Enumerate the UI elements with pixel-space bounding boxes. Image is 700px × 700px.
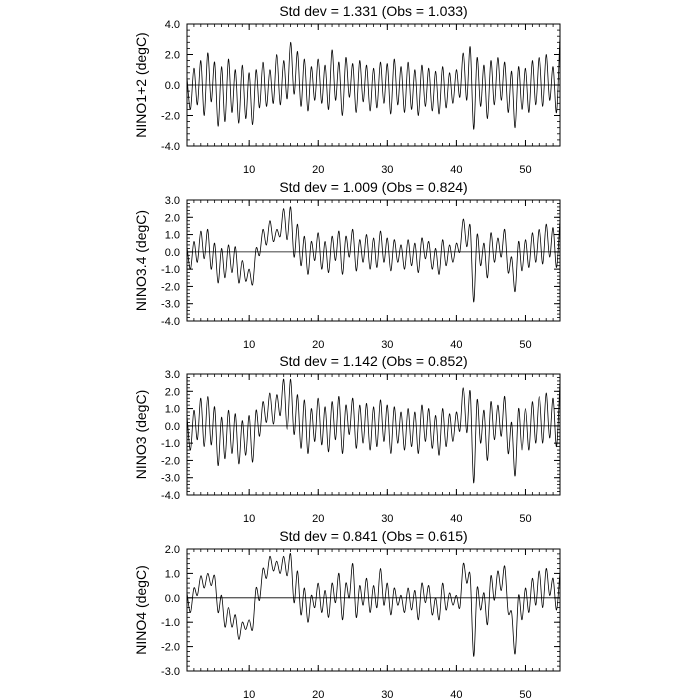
- y-tick-label: -2.0: [161, 641, 180, 654]
- series-line: [187, 379, 560, 483]
- series-line: [187, 553, 560, 656]
- y-axis-label: NINO1+2 (degC): [133, 32, 149, 138]
- y-tick-label: -4.0: [161, 490, 180, 502]
- chart-title: Std dev = 1.331 (Obs = 1.033): [279, 3, 468, 19]
- nino12-panel: [133, 3, 560, 176]
- x-tick-label: 10: [243, 689, 256, 700]
- y-axis-label: NINO3.4 (degC): [133, 209, 149, 312]
- nino3-panel: [133, 353, 560, 525]
- x-tick-label: 40: [450, 689, 463, 700]
- plot-frame: [187, 374, 560, 495]
- x-tick-label: 10: [243, 513, 256, 525]
- x-tick-label: 20: [312, 689, 325, 700]
- y-tick-label: -4.0: [161, 316, 180, 328]
- series-line: [187, 35, 560, 130]
- y-tick-label: -2.0: [161, 281, 180, 294]
- series-line: [187, 207, 560, 302]
- x-tick-label: 20: [312, 513, 325, 525]
- y-tick-label: -1.0: [161, 264, 180, 277]
- chart-title: Std dev = 1.142 (Obs = 0.852): [279, 353, 468, 369]
- chart-title: Std dev = 0.841 (Obs = 0.615): [279, 528, 468, 544]
- x-tick-label: 40: [450, 339, 463, 351]
- x-tick-label: 30: [381, 689, 394, 700]
- y-tick-label: -4.0: [161, 141, 180, 153]
- x-tick-label: 50: [519, 689, 532, 700]
- y-tick-label: 0.0: [164, 592, 180, 605]
- x-tick-label: 30: [381, 164, 394, 176]
- y-tick-label: -3.0: [161, 666, 180, 678]
- y-tick-label: 1.0: [164, 568, 180, 581]
- y-tick-label: 0.0: [164, 246, 180, 259]
- y-tick-label: 2.0: [164, 212, 180, 225]
- y-tick-label: -3.0: [161, 472, 180, 485]
- plot-frame: [187, 200, 560, 321]
- y-tick-label: 3.0: [164, 195, 180, 207]
- x-tick-label: 50: [519, 339, 532, 351]
- y-tick-label: 0.0: [164, 420, 180, 433]
- y-tick-label: 1.0: [164, 229, 180, 242]
- y-tick-label: 1.0: [164, 403, 180, 416]
- y-axis-label: NINO4 (degC): [133, 565, 149, 655]
- x-tick-label: 30: [381, 513, 394, 525]
- x-tick-label: 40: [450, 513, 463, 525]
- x-tick-label: 20: [312, 164, 325, 176]
- y-axis-label: NINO3 (degC): [133, 389, 149, 480]
- y-tick-label: -1.0: [161, 617, 180, 630]
- y-tick-label: 2.0: [164, 544, 180, 556]
- y-tick-label: -2.0: [161, 455, 180, 468]
- y-tick-label: 2.0: [164, 386, 180, 399]
- nino4-panel: [133, 528, 560, 700]
- y-tick-label: -3.0: [161, 298, 180, 311]
- x-tick-label: 30: [381, 339, 394, 351]
- nino34-panel: [133, 179, 560, 351]
- y-tick-label: 3.0: [164, 369, 180, 381]
- x-tick-label: 20: [312, 339, 325, 351]
- y-tick-label: 4.0: [164, 19, 180, 31]
- y-tick-label: -1.0: [161, 438, 180, 451]
- y-tick-label: -2.0: [161, 110, 180, 123]
- x-tick-label: 50: [519, 513, 532, 525]
- y-tick-label: 2.0: [164, 49, 180, 62]
- x-tick-label: 50: [519, 164, 532, 176]
- x-tick-label: 10: [243, 339, 256, 351]
- x-tick-label: 40: [450, 164, 463, 176]
- x-tick-label: 10: [243, 164, 256, 176]
- chart-title: Std dev = 1.009 (Obs = 0.824): [279, 179, 468, 195]
- y-tick-label: 0.0: [164, 80, 180, 92]
